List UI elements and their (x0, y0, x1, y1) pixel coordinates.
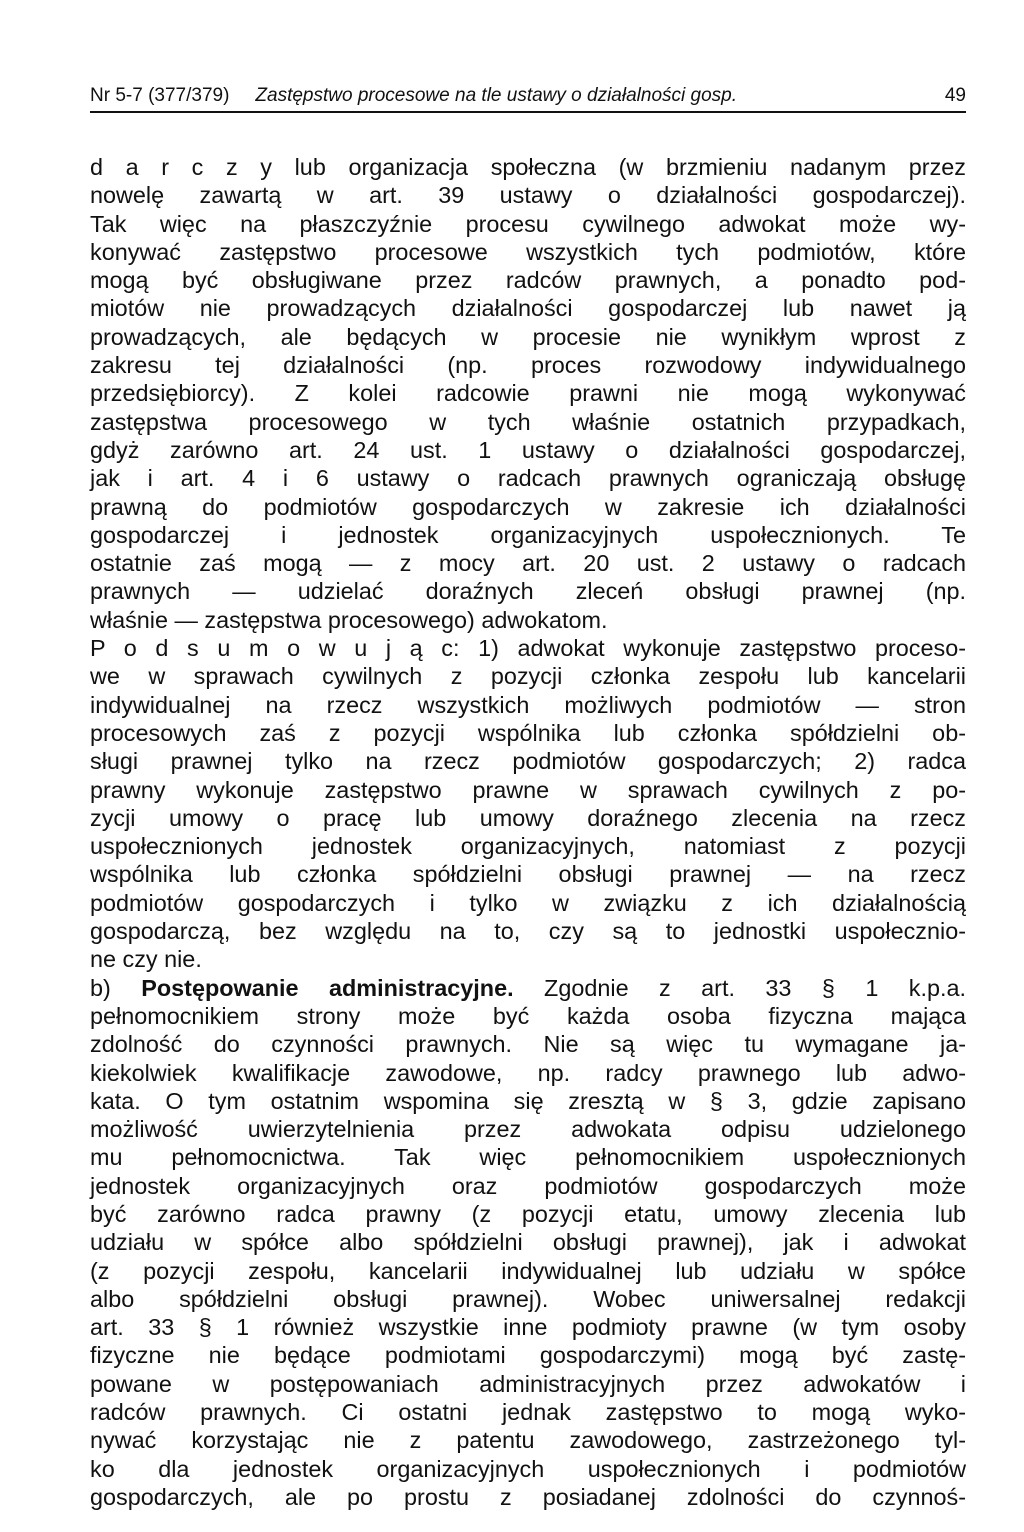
text-line: mogą być obsługiwane przez radców prawnych, a ponadto pod- (90, 267, 966, 294)
issue-number: Nr 5-7 (377/379) (90, 85, 230, 106)
text-line: nowelę zawartą w art. 39 ustawy o działalności gospodarczej). (90, 182, 966, 209)
text-line: prawnych — udzielać doraźnych zleceń obsługi prawnej (np. (90, 578, 966, 605)
text-line: uspołecznionych jednostek organizacyjnych, natomiast z pozycji (90, 833, 966, 860)
text-line: P o d s u m o w u j ą c: 1) adwokat wykonuje zastępstwo proceso- (90, 635, 966, 662)
text-line: pełnomocnikiem strony może być każda osoba fizyczna mająca (90, 1002, 966, 1029)
text-line: zastępstwa procesowego w tych właśnie ostatnich przypadkach, (90, 408, 966, 435)
text-line: prawną do podmiotów gospodarczych w zakresie ich działalności (90, 493, 966, 520)
text-line: Tak więc na płaszczyźnie procesu cywilnego adwokat może wy- (90, 210, 966, 237)
text-line: przedsiębiorcy). Z kolei radcowie prawni nie mogą wykonywać (90, 380, 966, 407)
text-line: zdolność do czynności prawnych. Nie są więc tu wymagane ja- (90, 1031, 966, 1058)
text-line: ne czy nie. (90, 946, 202, 973)
text-line: konywać zastępstwo procesowe wszystkich tych podmiotów, które (90, 238, 966, 265)
section-heading: Postępowanie administracyjne. (141, 974, 514, 1001)
running-header (90, 84, 966, 113)
text-line: sługi prawnej tylko na rzecz podmiotów gospodarczych; 2) radca (90, 748, 966, 775)
text-line: gdyż zarówno art. 24 ust. 1 ustawy o działalności gospodarczej, (90, 436, 966, 463)
document-page (90, 84, 966, 1511)
text-line: właśnie — zastępstwa procesowego) adwokatom. (90, 606, 608, 633)
text-line: możliwość uwierzytelnienia przez adwokata odpisu udzielonego (90, 1116, 966, 1143)
running-title: Zastępstwo procesowe na tle ustawy o działalności gosp. (255, 85, 737, 106)
text-line: gospodarczych, ale po prostu z posiadanej zdolności do czynnoś- (90, 1483, 966, 1510)
text-line: kata. O tym ostatnim wspomina się zresztą w § 3, gdzie zapisano (90, 1087, 966, 1114)
text-line: Zgodnie z art. 33 § 1 k.p.a. (544, 974, 966, 1001)
text-line: kiekolwiek kwalifikacje zawodowe, np. radcy prawnego lub adwo- (90, 1059, 966, 1086)
text-line: prawny wykonuje zastępstwo prawne w sprawach cywilnych z po- (90, 776, 966, 803)
text-line: mu pełnomocnictwa. Tak więc pełnomocnikiem uspołecznionych (90, 1144, 966, 1171)
text-line: jednostek organizacyjnych oraz podmiotów gospodarczych może (90, 1172, 966, 1199)
text-line: być zarówno radca prawny (z pozycji etatu, umowy zlecenia lub (90, 1200, 966, 1227)
text-line: d a r c z y lub organizacja społeczna (w brzmieniu nadanym przez (90, 154, 966, 180)
text-line: powane w postępowaniach administracyjnych przez adwokatów i (90, 1370, 966, 1397)
text-line: jak i art. 4 i 6 ustawy o radcach prawnych ograniczają obsługę (90, 465, 966, 492)
text-line: we w sprawach cywilnych z pozycji członka zespołu lub kancelarii (90, 663, 966, 690)
text-line: zakresu tej działalności (np. proces rozwodowy indywidualnego (90, 352, 966, 379)
text-line: gospodarczą, bez względu na to, czy są to jednostki uspołecznio- (90, 918, 966, 945)
text-line: podmiotów gospodarczych i tylko w związku z ich działalnością (90, 889, 966, 916)
text-line: miotów nie prowadzących działalności gospodarczej lub nawet ją (90, 295, 966, 322)
text-line: udziału w spółce albo spółdzielni obsługi prawnej), jak i adwokat (90, 1229, 966, 1256)
text-line: albo spółdzielni obsługi prawnej). Wobec uniwersalnej redakcji (90, 1285, 966, 1312)
text-line: indywidualnej na rzecz wszystkich możliwych podmiotów — stron (90, 691, 966, 718)
body-text (90, 153, 966, 1511)
page-number: 49 (944, 85, 966, 106)
text-line: ostatnie zaś mogą — z mocy art. 20 ust. 2 ustawy o radcach (90, 550, 966, 577)
text-line: nywać korzystając nie z patentu zawodowego, zastrzeżonego tyl- (90, 1427, 966, 1454)
text-line: radców prawnych. Ci ostatni jednak zastępstwo to mogą wyko- (90, 1399, 966, 1426)
section-b-line (90, 974, 966, 1002)
text-line: zycji umowy o pracę lub umowy doraźnego zlecenia na rzecz (90, 804, 966, 831)
text-line: procesowych zaś z pozycji wspólnika lub członka spółdzielni ob- (90, 719, 966, 746)
text-line: fizyczne nie będące podmiotami gospodarczymi) mogą być zastę- (90, 1342, 966, 1369)
text-line: (z pozycji zespołu, kancelarii indywidualnej lub udziału w spółce (90, 1257, 966, 1284)
section-marker: b) (90, 974, 111, 1001)
text-line: ko dla jednostek organizacyjnych uspołecznionych i podmiotów (90, 1455, 966, 1482)
text-line: art. 33 § 1 również wszystkie inne podmioty prawne (w tym osoby (90, 1314, 966, 1341)
text-line: prowadzących, ale będących w procesie nie wynikłym wprost z (90, 323, 966, 350)
text-line: gospodarczej i jednostek organizacyjnych uspołecznionych. Te (90, 521, 966, 548)
text-line: wspólnika lub członka spółdzielni obsługi prawnej — na rzecz (90, 861, 966, 888)
